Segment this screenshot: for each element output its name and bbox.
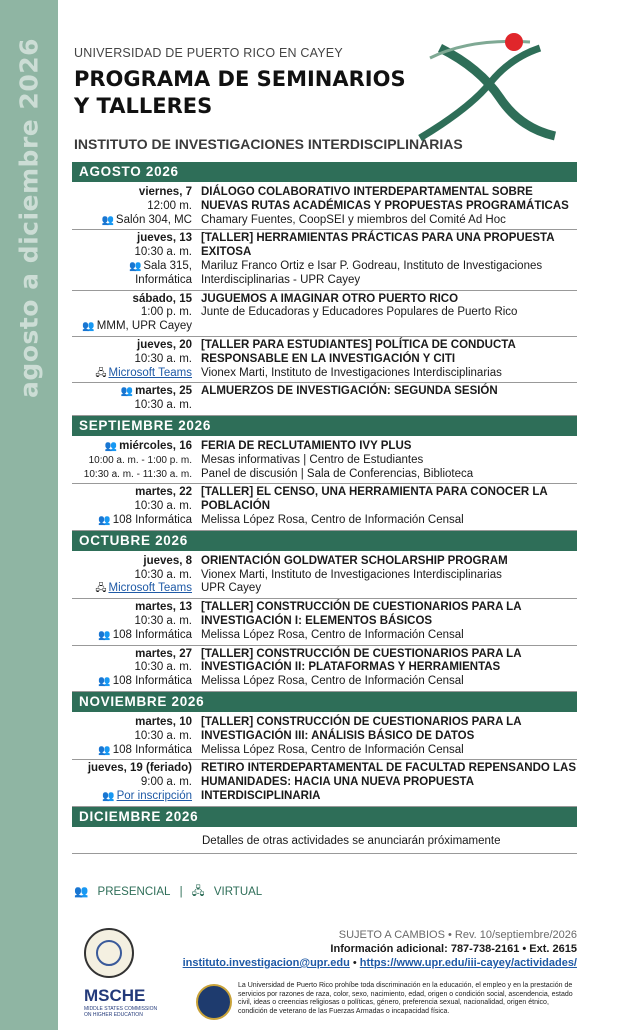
- event-info: Melissa López Rosa, Centro de Información Censal: [201, 743, 464, 756]
- event-time: 10:30 a. m.: [134, 246, 192, 259]
- event-title: ORIENTACIÓN GOLDWATER SCHOLARSHIP PROGRAM: [201, 554, 508, 567]
- event-info: Melissa López Rosa, Centro de Información Censal: [201, 628, 464, 641]
- event-row: [72, 646, 577, 692]
- event-title: FERIA DE RECLUTAMIENTO IVY PLUS: [201, 439, 412, 452]
- event-title: JUGUEMOS A IMAGINAR OTRO PUERTO RICO: [201, 292, 459, 305]
- sidebar-text: agosto a diciembre 2026: [14, 37, 44, 399]
- event-title: [TALLER] CONSTRUCCIÓN DE CUESTIONARIOS PARA LA INVESTIGACIÓN II: PLATAFORMAS Y HERRAMIENTAS: [201, 647, 522, 674]
- event-time-2: 10:30 a. m. - 11:30 a. m.: [83, 468, 192, 480]
- event-day: miércoles, 16: [119, 439, 192, 452]
- event-when: [72, 293, 201, 334]
- month-header: AGOSTO 2026: [72, 162, 577, 182]
- event-when: [72, 232, 201, 287]
- event-time: 10:00 a. m. - 1:00 p. m.: [88, 454, 192, 466]
- event-title: [TALLER] EL CENSO, UNA HERRAMIENTA PARA CONOCER LA POBLACIÓN: [201, 486, 548, 513]
- event-time: 10:30 a. m.: [134, 729, 192, 742]
- event-title: [TALLER] CONSTRUCCIÓN DE CUESTIONARIOS PARA LA INVESTIGACIÓN III: ANÁLISIS BÁSICO DE DATOS: [201, 715, 522, 742]
- event-day: martes, 10: [135, 715, 192, 728]
- people-icon: 👥: [98, 676, 111, 688]
- event-title: [TALLER] CONSTRUCCIÓN DE CUESTIONARIOS PARA LA INVESTIGACIÓN I: ELEMENTOS BÁSICOS: [201, 601, 522, 627]
- people-icon: 👥: [82, 321, 95, 333]
- event-time: 9:00 a. m.: [140, 776, 192, 789]
- event-row: [72, 438, 577, 484]
- page-title: [74, 66, 434, 120]
- event-what: [201, 555, 577, 596]
- event-when: [72, 186, 201, 227]
- event-day-line: [72, 762, 192, 776]
- event-day-line: [72, 648, 192, 662]
- event-place: MMM, UPR Cayey: [96, 320, 192, 333]
- event-what: [201, 716, 577, 757]
- event-row: [72, 383, 577, 416]
- event-place-line: [72, 629, 192, 643]
- email-link[interactable]: instituto.investigacion@upr.edu: [182, 957, 350, 969]
- event-when: [72, 762, 201, 803]
- people-icon: 👥: [98, 514, 111, 526]
- event-day-line: [72, 385, 192, 399]
- network-icon: 🖧: [95, 367, 107, 379]
- event-time: 10:30 a. m.: [134, 661, 192, 674]
- event-row: [72, 484, 577, 530]
- event-info: Vionex Marti, Instituto de Investigaciones Interdisciplinarias: [201, 366, 502, 379]
- people-icon: 👥: [98, 744, 111, 756]
- event-when: [72, 716, 201, 757]
- network-icon: 🖧: [191, 886, 205, 898]
- event-time: 10:30 a. m.: [134, 568, 192, 581]
- event-day: martes, 25: [135, 385, 192, 398]
- event-when: [72, 486, 201, 527]
- event-info: Mesas informativas | Centro de Estudiantes: [201, 453, 424, 466]
- month-header: DICIEMBRE 2026: [72, 807, 577, 827]
- event-title: [TALLER PARA ESTUDIANTES] POLÍTICA DE CONDUCTA RESPONSABLE EN LA INVESTIGACIÓN Y CITI: [201, 338, 516, 365]
- event-row: [72, 553, 577, 599]
- event-place: 108 Informática: [112, 513, 192, 526]
- month-header: NOVIEMBRE 2026: [72, 692, 577, 712]
- upr-cayey-seal: [84, 928, 134, 978]
- event-when: [72, 339, 201, 380]
- event-info: Melissa López Rosa, Centro de Información Censal: [201, 513, 464, 526]
- people-icon: 👥: [120, 386, 134, 398]
- event-place-line: [72, 367, 192, 381]
- event-row: [72, 337, 577, 383]
- month-header: SEPTIEMBRE 2026: [72, 416, 577, 436]
- event-day: jueves, 19 (feriado): [87, 762, 192, 775]
- footer-info: [183, 928, 577, 970]
- event-day-line: [72, 186, 192, 200]
- december-note: Detalles de otras actividades se anunciarán próximamente: [72, 829, 577, 854]
- sidebar-band: [0, 0, 58, 1030]
- people-icon: 👥: [74, 886, 89, 898]
- event-info: Chamary Fuentes, CoopSEI y miembros del Comité Ad Hoc: [201, 213, 506, 226]
- event-what: [201, 232, 577, 287]
- event-place-line: [72, 582, 192, 596]
- event-when: [72, 648, 201, 689]
- event-day-line: [72, 486, 192, 500]
- event-day-line: [72, 601, 192, 615]
- event-title: ALMUERZOS DE INVESTIGACIÓN: SEGUNDA SESIÓN: [201, 385, 498, 398]
- event-when: [72, 555, 201, 596]
- event-row: [72, 760, 577, 806]
- event-what: [201, 339, 577, 380]
- event-title: [TALLER] HERRAMIENTAS PRÁCTICAS PARA UNA PROPUESTA EXITOSA: [201, 232, 555, 259]
- network-icon: 🖧: [95, 583, 107, 595]
- event-day-line: [72, 440, 192, 454]
- event-day: viernes, 7: [138, 186, 192, 198]
- event-day-line: [72, 555, 192, 569]
- event-place-line: [72, 260, 192, 288]
- event-row: [72, 714, 577, 760]
- event-place: Salón 304, MC: [115, 213, 192, 226]
- event-place: 108 Informática: [112, 675, 192, 688]
- event-place-link[interactable]: Microsoft Teams: [108, 582, 192, 595]
- event-time: 10:30 a. m.: [134, 399, 192, 412]
- msche-subtitle: MIDDLE STATES COMMISSION ON HIGHER EDUCATION: [84, 1006, 158, 1018]
- event-what: [201, 186, 577, 227]
- event-row: [72, 599, 577, 645]
- event-place-line: [72, 790, 192, 804]
- event-place-link[interactable]: Por inscripción: [116, 789, 192, 802]
- website-link[interactable]: https://www.upr.edu/iii-cayey/actividades/: [359, 957, 577, 969]
- event-when: [72, 601, 201, 642]
- event-day: jueves, 8: [143, 554, 192, 567]
- msche-logo: MSCHE: [84, 986, 146, 1005]
- event-info-2: UPR Cayey: [201, 582, 262, 595]
- event-day: martes, 22: [135, 486, 192, 499]
- institute-name: INSTITUTO DE INVESTIGACIONES INTERDISCIPLINARIAS: [74, 136, 463, 152]
- event-day-line: [72, 232, 192, 246]
- event-place-link[interactable]: Microsoft Teams: [108, 366, 192, 379]
- event-place: 108 Informática: [112, 743, 192, 756]
- event-info: Junte de Educadoras y Educadores Populares de Puerto Rico: [201, 306, 518, 319]
- event-day-line: [72, 293, 192, 307]
- event-time: 12:00 m.: [147, 199, 192, 212]
- event-day: martes, 13: [135, 601, 192, 614]
- legend-virtual: VIRTUAL: [213, 886, 263, 898]
- legend-separator: |: [179, 886, 183, 898]
- event-day-line: [72, 339, 192, 353]
- event-place-line: [72, 320, 192, 334]
- event-when: [72, 440, 201, 481]
- event-info: Mariluz Franco Ortiz e Isar P. Godreau, Instituto de Investigaciones Interdisciplinarias - UPR Cayey: [201, 259, 543, 286]
- event-place-line: [72, 744, 192, 758]
- event-row: [72, 291, 577, 337]
- event-place-line: [72, 514, 192, 528]
- legend-presencial: PRESENCIAL: [97, 886, 171, 898]
- event-day-line: [72, 716, 192, 730]
- schedule: [72, 162, 577, 854]
- event-title: RETIRO INTERDEPARTAMENTAL DE FACULTAD REPENSANDO LAS HUMANIDADES: HACIA UNA NUEVA PROPUESTA INTERDISCIPLINARIA: [201, 762, 577, 802]
- month-header: OCTUBRE 2026: [72, 531, 577, 551]
- event-time: 10:30 a. m.: [134, 352, 192, 365]
- legend: [74, 884, 268, 903]
- event-place-line: [72, 214, 192, 228]
- event-time: 10:30 a. m.: [134, 500, 192, 513]
- event-time: 1:00 p. m.: [140, 306, 192, 319]
- event-place-line: [72, 675, 192, 689]
- event-title: DIÁLOGO COLABORATIVO INTERDEPARTAMENTAL SOBRE NUEVAS RUTAS ACADÉMICAS Y PROPUESTAS PROGRAMÁTICAS: [201, 186, 569, 212]
- contact-info: Información adicional: 787-738-2161 • Ext. 2615: [330, 943, 577, 955]
- event-info: Vionex Marti, Instituto de Investigaciones Interdisciplinarias: [201, 568, 502, 581]
- footer-bullet: •: [352, 957, 357, 969]
- people-icon: 👥: [102, 790, 115, 802]
- event-row: [72, 184, 577, 230]
- event-what: [201, 601, 577, 642]
- upr-badge: [196, 984, 232, 1020]
- event-day: jueves, 20: [137, 338, 192, 351]
- title-line-1: PROGRAMA DE SEMINARIOS: [74, 67, 406, 91]
- institute-logo: [410, 28, 560, 148]
- event-what: [201, 762, 577, 803]
- people-icon: 👥: [101, 214, 114, 226]
- people-icon: 👥: [104, 440, 118, 452]
- event-info: Melissa López Rosa, Centro de Información Censal: [201, 675, 464, 688]
- event-what: [201, 486, 577, 527]
- people-icon: 👥: [128, 260, 142, 272]
- university-name: UNIVERSIDAD DE PUERTO RICO EN CAYEY: [74, 46, 343, 60]
- event-info-2: Panel de discusión | Sala de Conferencias, Biblioteca: [201, 467, 474, 480]
- event-what: [201, 648, 577, 689]
- event-what: [201, 440, 577, 481]
- subject-to-change: SUJETO A CAMBIOS • Rev. 10/septiembre/2026: [338, 929, 577, 941]
- event-time: 10:30 a. m.: [134, 614, 192, 627]
- event-row: [72, 230, 577, 290]
- event-day: martes, 27: [135, 647, 192, 660]
- event-day: sábado, 15: [132, 292, 192, 305]
- event-day: jueves, 13: [137, 232, 192, 245]
- event-what: [201, 385, 577, 413]
- title-line-2: Y TALLERES: [74, 94, 213, 118]
- people-icon: 👥: [98, 629, 111, 641]
- legal-notice: La Universidad de Puerto Rico prohíbe toda discriminación en la educación, el empleo y en la prestación de servicios por razones de raza, color, sexo, nacimiento, edad, origen o condición social, ascendencia, estado civil, ideas o creencias religiosas o políticas, género, preferencia sexual, nacionalidad, origen étnico, condición de veterano de las Fuerzas Armadas o incapacidad física.: [238, 982, 573, 1015]
- event-what: [201, 293, 577, 334]
- event-place: 108 Informática: [112, 628, 192, 641]
- event-place: Sala 315, Informática: [135, 259, 192, 286]
- event-when: [72, 385, 201, 413]
